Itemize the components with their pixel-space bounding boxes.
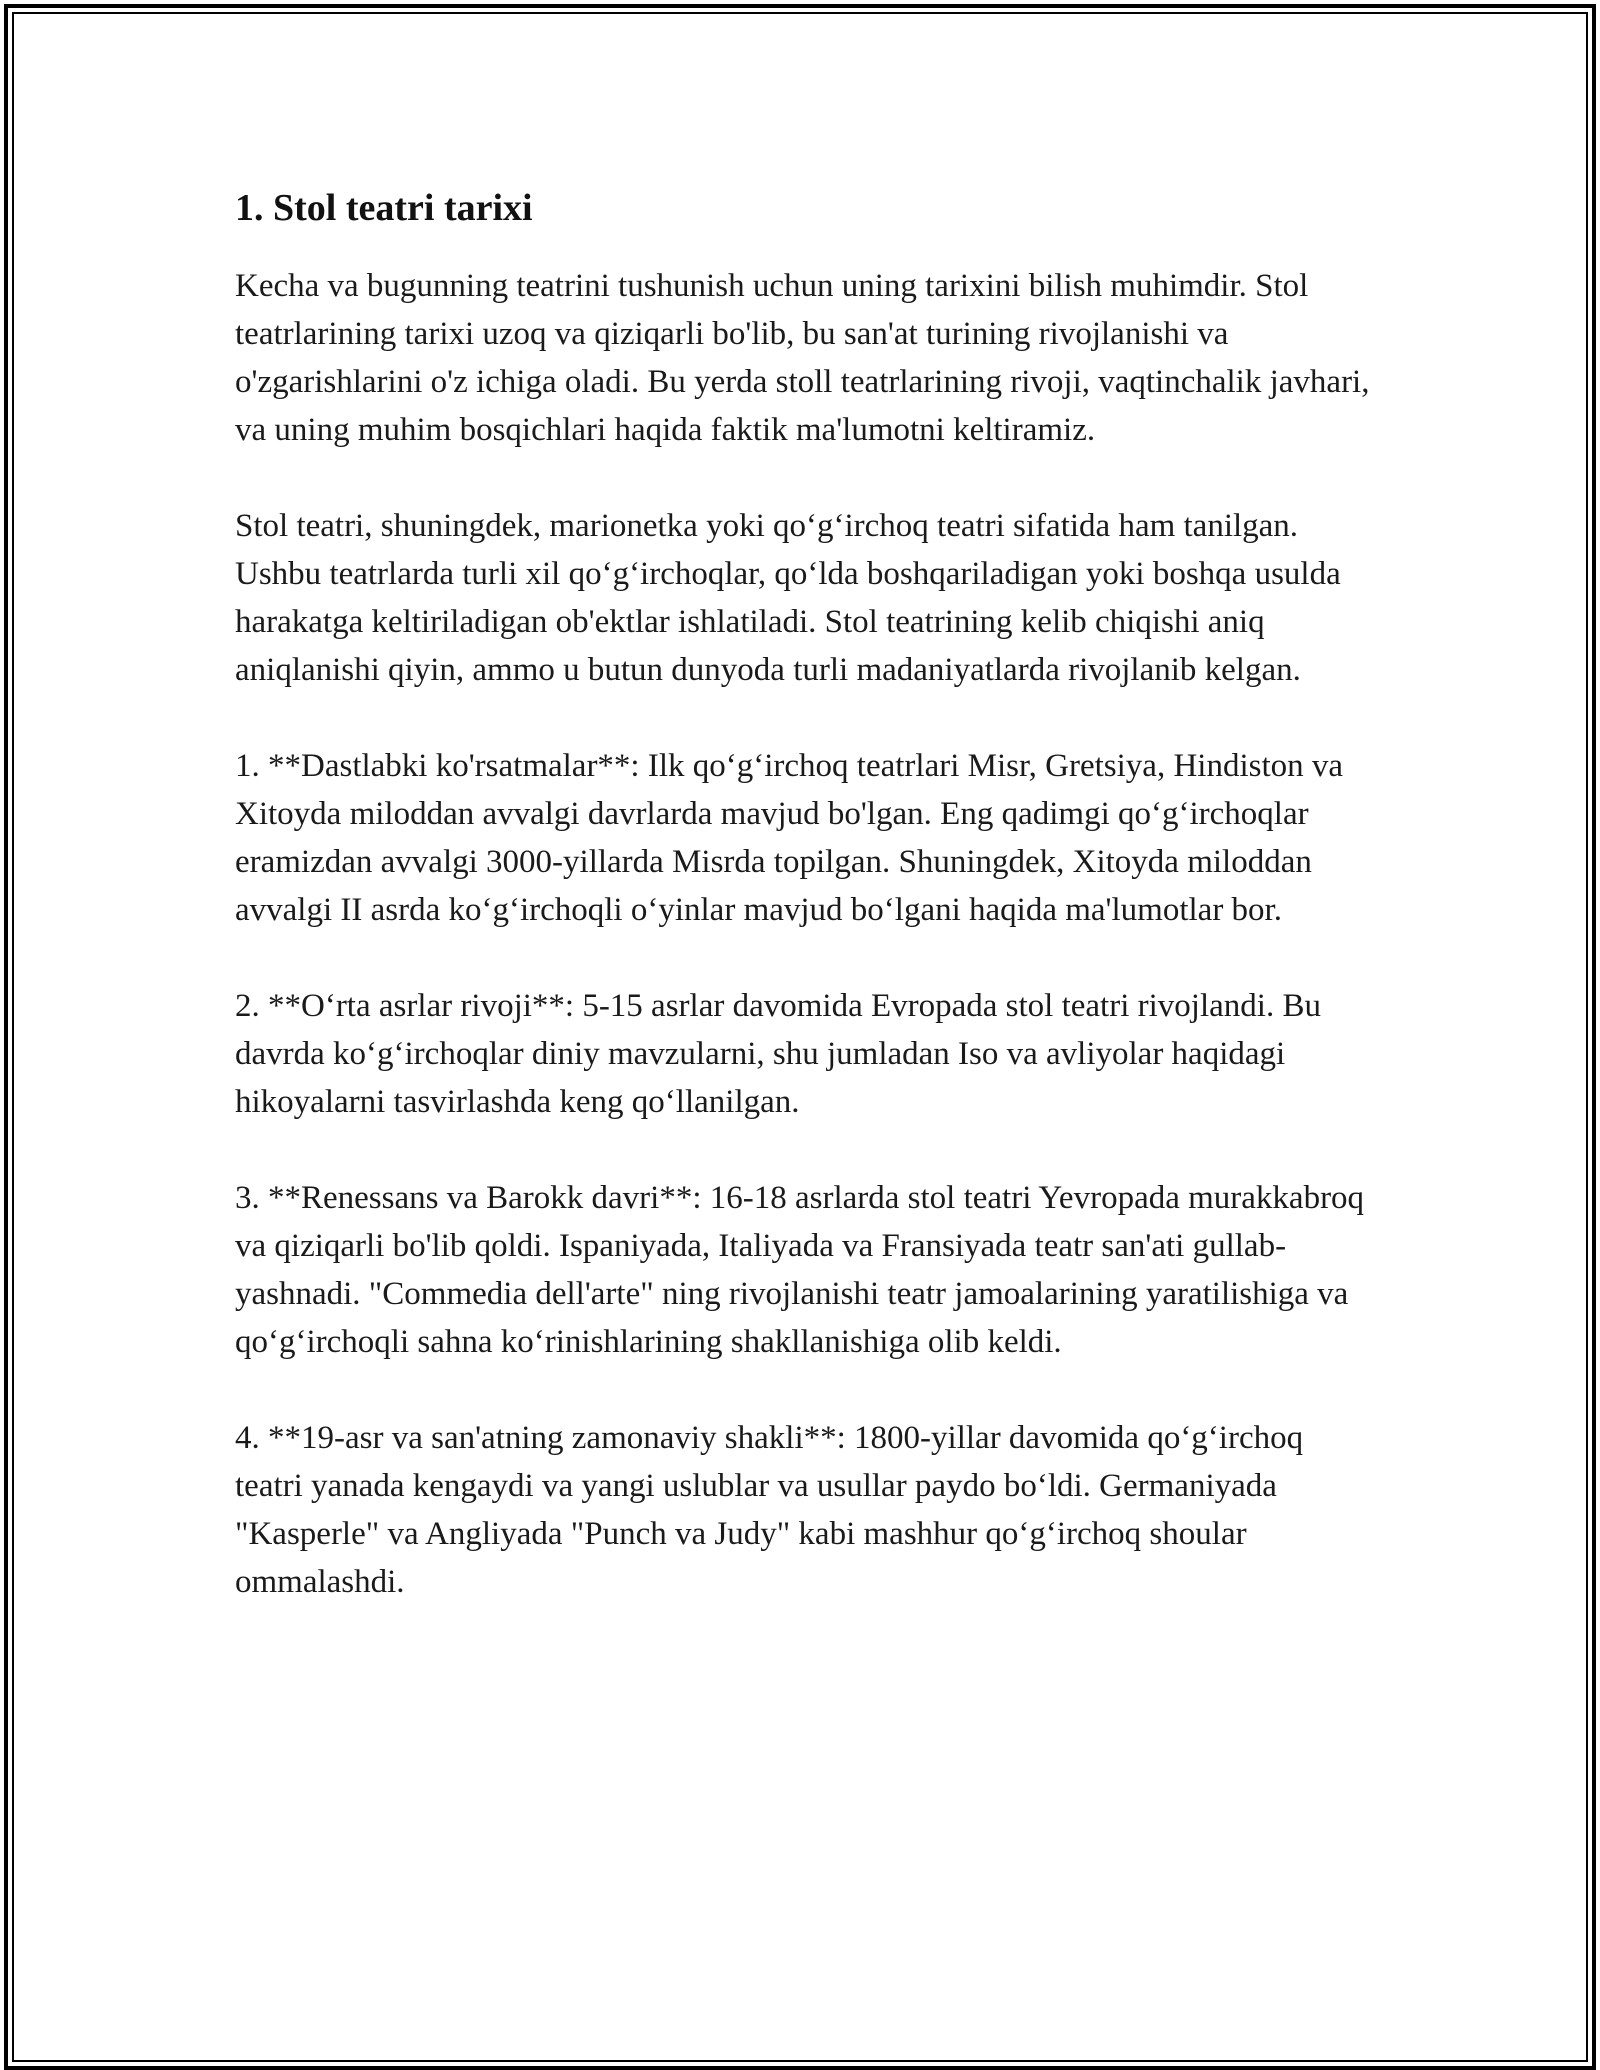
paragraph-definition: Stol teatri, shuningdek, marionetka yoki qo‘g‘irchoq teatri sifatida ham tanilgan. Ushbu teatrlarda turli xil qo‘g‘irchoqlar, qo‘lda boshqariladigan yoki boshqa usulda harakatga keltiriladigan ob'ektlar ishlatiladi. Stol teatrining kelib chiqishi aniq aniqlanishi qiyin, ammo u butun dunyoda turli madaniyatlarda rivojlanib kelgan. [235, 508, 1341, 688]
list-item-19th-century: 4. **19-asr va san'atning zamonaviy shakli**: 1800-yillar davomida qo‘g‘irchoq teatri yanada kengaydi va yangi uslublar va usullar paydo bo‘ldi. Germaniyada "Kasperle" va Angliyada "Punch va Judy" kabi mashhur qo‘g‘irchoq shoular ommalashdi. [235, 1420, 1304, 1600]
document-body [235, 184, 1375, 1654]
paragraph-intro: Kecha va bugunning teatrini tushunish uchun uning tarixini bilish muhimdir. Stol teatrlarining tarixi uzoq va qiziqarli bo'lib, bu san'at turining rivojlanishi va o'zgarishlarini o'z ichiga oladi. Bu yerda stoll teatrlarining rivoji, vaqtinchalik javhari, va uning muhim bosqichlari haqida faktik ma'lumotni keltiramiz. [235, 268, 1370, 448]
list-item-middle-ages: 2. **O‘rta asrlar rivoji**: 5-15 asrlar davomida Evropada stol teatri rivojlandi. Bu davrda ko‘g‘irchoqlar diniy mavzularni, shu jumladan Iso va avliyolar haqidagi hikoyalarni tasvirlashda keng qo‘llanilgan. [235, 988, 1321, 1120]
section-heading: 1. Stol teatri tarixi [235, 187, 533, 229]
list-item-renaissance-baroque: 3. **Renessans va Barokk davri**: 16-18 asrlarda stol teatri Yevropada murakkabroq va qiziqarli bo'lib qoldi. Ispaniyada, Italiyada va Fransiyada teatr san'ati gullab-yashnadi. "Commedia dell'arte" ning rivojlanishi teatr jamoalarining yaratilishiga va qo‘g‘irchoqli sahna ko‘rinishlarining shakllanishiga olib keldi. [235, 1180, 1365, 1360]
list-item-early-evidence: 1. **Dastlabki ko'rsatmalar**: Ilk qo‘g‘irchoq teatrlari Misr, Gretsiya, Hindiston va Xitoyda miloddan avvalgi davrlarda mavjud bo'lgan. Eng qadimgi qo‘g‘irchoqlar eramizdan avvalgi 3000-yillarda Misrda topilgan. Shuningdek, Xitoyda miloddan avvalgi II asrda ko‘g‘irchoqli o‘yinlar mavjud bo‘lgani haqida ma'lumotlar bor. [235, 748, 1344, 928]
